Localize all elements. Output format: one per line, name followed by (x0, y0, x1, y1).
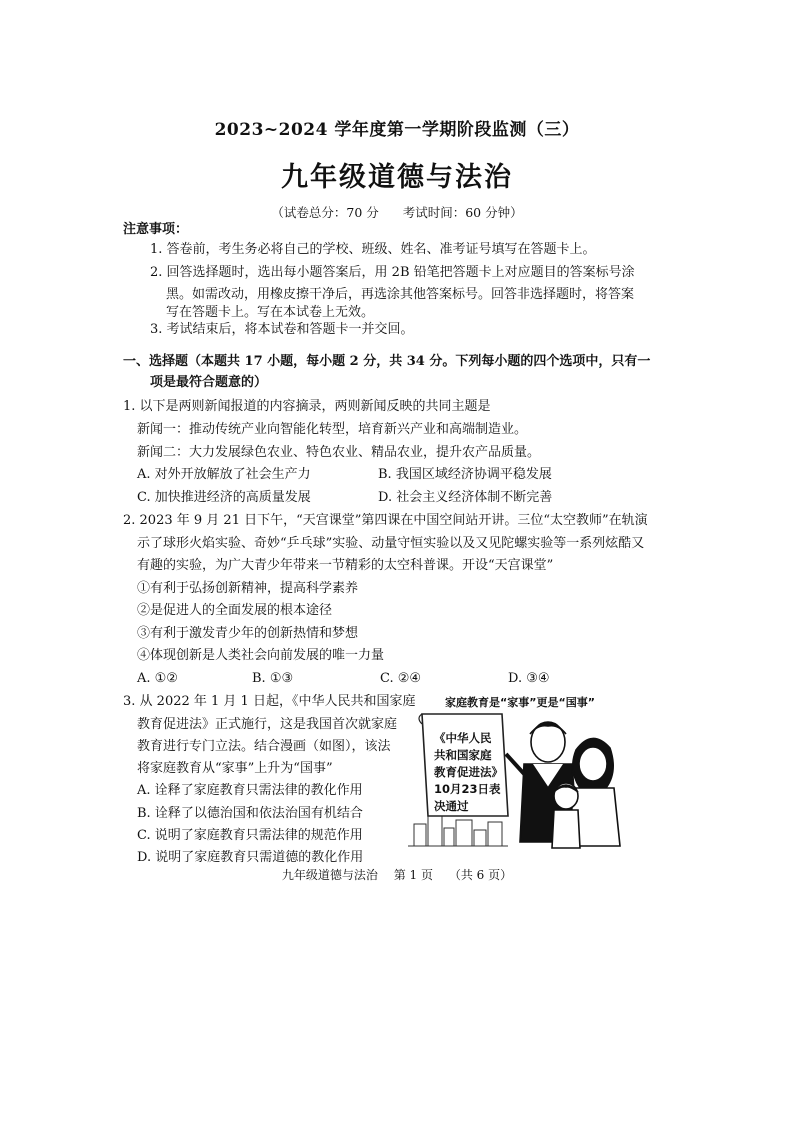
q2-statement: ③有利于激发青少年的创新热情和梦想 (137, 626, 359, 641)
scroll-line: 10月23日表 (434, 782, 501, 796)
q2-stem-line: 示了球形火焰实验、奇妙“乒乓球”实验、动量守恒实验以及又见陀螺实验等一系列炫酷又 (137, 536, 645, 551)
law-scroll (419, 714, 508, 816)
exam-title: 2023~2024 学年度第一学期阶段监测（三） (214, 120, 580, 140)
cartoon-caption: 家庭教育是“家事”更是“国事” (445, 696, 595, 709)
scroll-line: 《中华人民 (434, 731, 492, 745)
q3-stem-line: 3. 从 2022 年 1 月 1 日起，《中华人民共和国家庭 (123, 694, 416, 709)
q2-option-d: D. ③④ (508, 671, 550, 686)
note-item: 黑。如需改动，用橡皮擦干净后，再选涂其他答案标号。回答非选择题时，将答案 (166, 287, 635, 302)
exam-meta (0, 203, 794, 221)
note-item: 3. 考试结束后，将本试卷和答题卡一并交回。 (150, 322, 414, 337)
scroll-line: 决通过 (434, 799, 469, 813)
q2-statement: ①有利于弘扬创新精神，提高科学素养 (137, 581, 359, 596)
q3-option-a: A. 诠释了家庭教育只需法律的教化作用 (137, 783, 363, 798)
q1-option-c: C. 加快推进经济的高质量发展 (137, 490, 311, 505)
note-item: 写在答题卡上。写在本试卷上无效。 (166, 305, 375, 320)
q3-stem-line: 教育促进法》正式施行，这是我国首次就家庭 (137, 717, 398, 732)
notes-label: 注意事项： (123, 222, 189, 237)
scroll-line: 共和国家庭 (434, 748, 492, 762)
section-heading-cont: 项是最符合题意的） (150, 375, 268, 390)
note-item: 1. 答卷前，考生务必将自己的学校、班级、姓名、准考证号填写在答题卡上。 (150, 242, 596, 257)
footer-total: （共 6 页） (448, 868, 513, 882)
q1-news2: 新闻二：大力发展绿色农业、特色农业、精品农业，提升农产品质量。 (137, 445, 541, 460)
q2-option-a: A. ①② (137, 671, 178, 686)
footer-subject: 九年级道德与法治 (281, 868, 378, 882)
q1-option-b: B. 我国区域经济协调平稳发展 (378, 467, 552, 482)
q3-stem-line: 教育进行专门立法。结合漫画（如图），该法 (137, 739, 391, 754)
q2-statement: ④体现创新是人类社会向前发展的唯一力量 (137, 648, 385, 663)
scroll-line: 教育促进法》 (434, 765, 503, 779)
city-skyline (408, 816, 508, 846)
section-heading: 一、选择题（本题共 17 小题，每小题 2 分，共 34 分。下列每小题的四个选项中，只有一 (123, 354, 651, 369)
q1-stem: 1. 以下是两则新闻报道的内容摘录，两则新闻反映的共同主题是 (123, 399, 491, 414)
q1-option-a: A. 对外开放解放了社会生产力 (137, 467, 311, 482)
q2-option-c: C. ②④ (380, 671, 422, 686)
q3-stem-line: 将家庭教育从“家事”上升为“国事” (137, 761, 333, 776)
q3-option-b: B. 诠释了以德治国和依法治国有机结合 (137, 806, 363, 821)
q2-statement: ②是促进人的全面发展的根本途径 (137, 603, 333, 618)
note-item: 2. 回答选择题时，选出每小题答案后，用 2B 铅笔把答题卡上对应题目的答案标号涂 (150, 265, 635, 280)
subject-title: 九年级道德与法治 (281, 162, 513, 193)
q2-stem-line: 2. 2023 年 9 月 21 日下午，“天宫课堂”第四课在中国空间站开讲。三位“太空教师”在轨演 (123, 513, 648, 528)
q3-option-c: C. 说明了家庭教育只需法律的规范作用 (137, 828, 363, 843)
q2-option-b: B. ①③ (252, 671, 294, 686)
footer-page: 第 1 页 (393, 868, 433, 882)
q3-option-d: D. 说明了家庭教育只需道德的教化作用 (137, 850, 364, 865)
q2-stem-line: 有趣的实验，为广大青少年带来一节精彩的太空科普课。开设“天宫课堂” (137, 558, 554, 573)
child-figure (552, 783, 580, 848)
q1-option-d: D. 社会主义经济体制不断完善 (378, 490, 553, 505)
page-footer (0, 866, 794, 883)
q1-news1: 新闻一：推动传统产业向智能化转型，培育新兴产业和高端制造业。 (137, 422, 528, 437)
family-education-cartoon (408, 692, 633, 852)
exam-time: 考试时间：60 分钟） (402, 205, 523, 220)
total-score: （试卷总分：70 分 (271, 205, 379, 220)
